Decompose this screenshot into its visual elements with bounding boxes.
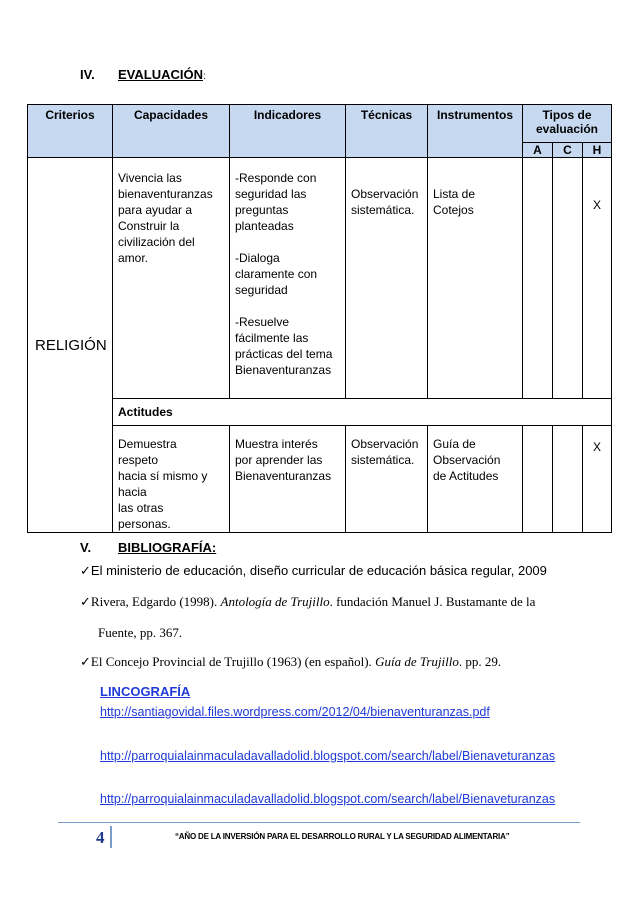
capacidad-cell: Demuestra respeto hacia sí mismo y hacia las otras personas.	[113, 426, 230, 533]
check-mark-icon: ✓	[80, 654, 91, 669]
indicadores-cell: Muestra interés por aprender las Bienaventuranzas	[230, 426, 346, 533]
criterio-cell: RELIGIÓN	[28, 158, 113, 533]
section-title: EVALUACIÓN	[118, 67, 203, 82]
bibliography-book-title: Antología de Trujillo	[220, 594, 330, 609]
reference-link[interactable]: http://santiagovidal.files.wordpress.com/2012/04/bienaventuranzas.pdf	[100, 705, 490, 719]
bibliography-item-continuation: Fuente, pp. 367.	[98, 625, 183, 640]
capacidad-cell: Vivencia las bienaventuranzas para ayudar a Construir la civilización del amor.	[113, 158, 230, 399]
bibliography-item	[80, 654, 501, 670]
instrumento-cell: Lista de Cotejos	[428, 158, 523, 399]
mark-a-cell	[523, 158, 553, 399]
bibliography-text: . pp. 29.	[458, 654, 502, 669]
section-v-heading	[80, 540, 216, 555]
section-iv-heading	[80, 67, 206, 82]
subheader-a: A	[523, 143, 553, 158]
section-colon: :	[202, 71, 206, 82]
table-header-row	[28, 105, 612, 143]
section-number: IV.	[80, 67, 95, 82]
section-title: BIBLIOGRAFÍA:	[118, 540, 217, 555]
reference-link[interactable]: http://parroquialainmaculadavalladolid.blogspot.com/search/label/Bienaveturanzas	[100, 792, 556, 806]
bibliography-item	[80, 563, 547, 579]
subheader-c: C	[553, 143, 583, 158]
bibliography-item	[80, 594, 535, 610]
bibliography-text: El ministerio de educación, diseño curricular de educación básica regular, 2009	[90, 563, 547, 578]
table-row	[28, 158, 612, 399]
bibliography-text: El Concejo Provincial de Trujillo (1963) (en español).	[90, 654, 376, 669]
footer-rule	[58, 822, 580, 823]
header-tecnicas: Técnicas	[346, 105, 428, 158]
header-capacidades: Capacidades	[113, 105, 230, 158]
subheader-h: H	[583, 143, 612, 158]
page-number: 4	[96, 828, 105, 847]
check-mark-icon: ✓	[80, 594, 91, 609]
tecnica-cell: Observación sistemática.	[346, 426, 428, 533]
table-row	[28, 426, 612, 533]
actitudes-label: Actitudes	[113, 399, 612, 426]
mark-h-cell: X	[583, 426, 612, 533]
bibliography-text: Rivera, Edgardo (1998).	[90, 594, 221, 609]
actitudes-row	[28, 399, 612, 426]
tecnica-cell: Observación sistemática.	[346, 158, 428, 399]
bibliography-book-title: Guía de Trujillo	[375, 654, 459, 669]
mark-c-cell	[553, 426, 583, 533]
header-criterios: Criterios	[28, 105, 113, 158]
lincografia-title: LINCOGRAFÍA	[100, 684, 191, 699]
evaluation-table	[27, 104, 612, 533]
header-indicadores: Indicadores	[230, 105, 346, 158]
footer-text: “AÑO DE LA INVERSIÓN PARA EL DESARROLLO RURAL Y LA SEGURIDAD ALIMENTARIA”	[175, 832, 510, 841]
mark-h-cell: X	[583, 158, 612, 399]
check-mark-icon: ✓	[80, 563, 91, 578]
mark-c-cell	[553, 158, 583, 399]
section-number: V.	[80, 540, 92, 555]
reference-link[interactable]: http://parroquialainmaculadavalladolid.blogspot.com/search/label/Bienaveturanzas	[100, 749, 556, 763]
page-number-separator	[110, 826, 112, 848]
header-instrumentos: Instrumentos	[428, 105, 523, 158]
header-tipos-evaluacion: Tipos de evaluación	[523, 105, 612, 143]
mark-a-cell	[523, 426, 553, 533]
instrumento-cell: Guía de Observación de Actitudes	[428, 426, 523, 533]
bibliography-text: . fundación Manuel J. Bustamante de la	[329, 594, 536, 609]
indicadores-cell: -Responde con seguridad las preguntas planteadas -Dialoga claramente con seguridad -Resuelve fácilmente las prácticas del tema Bienaventuranzas	[230, 158, 346, 399]
